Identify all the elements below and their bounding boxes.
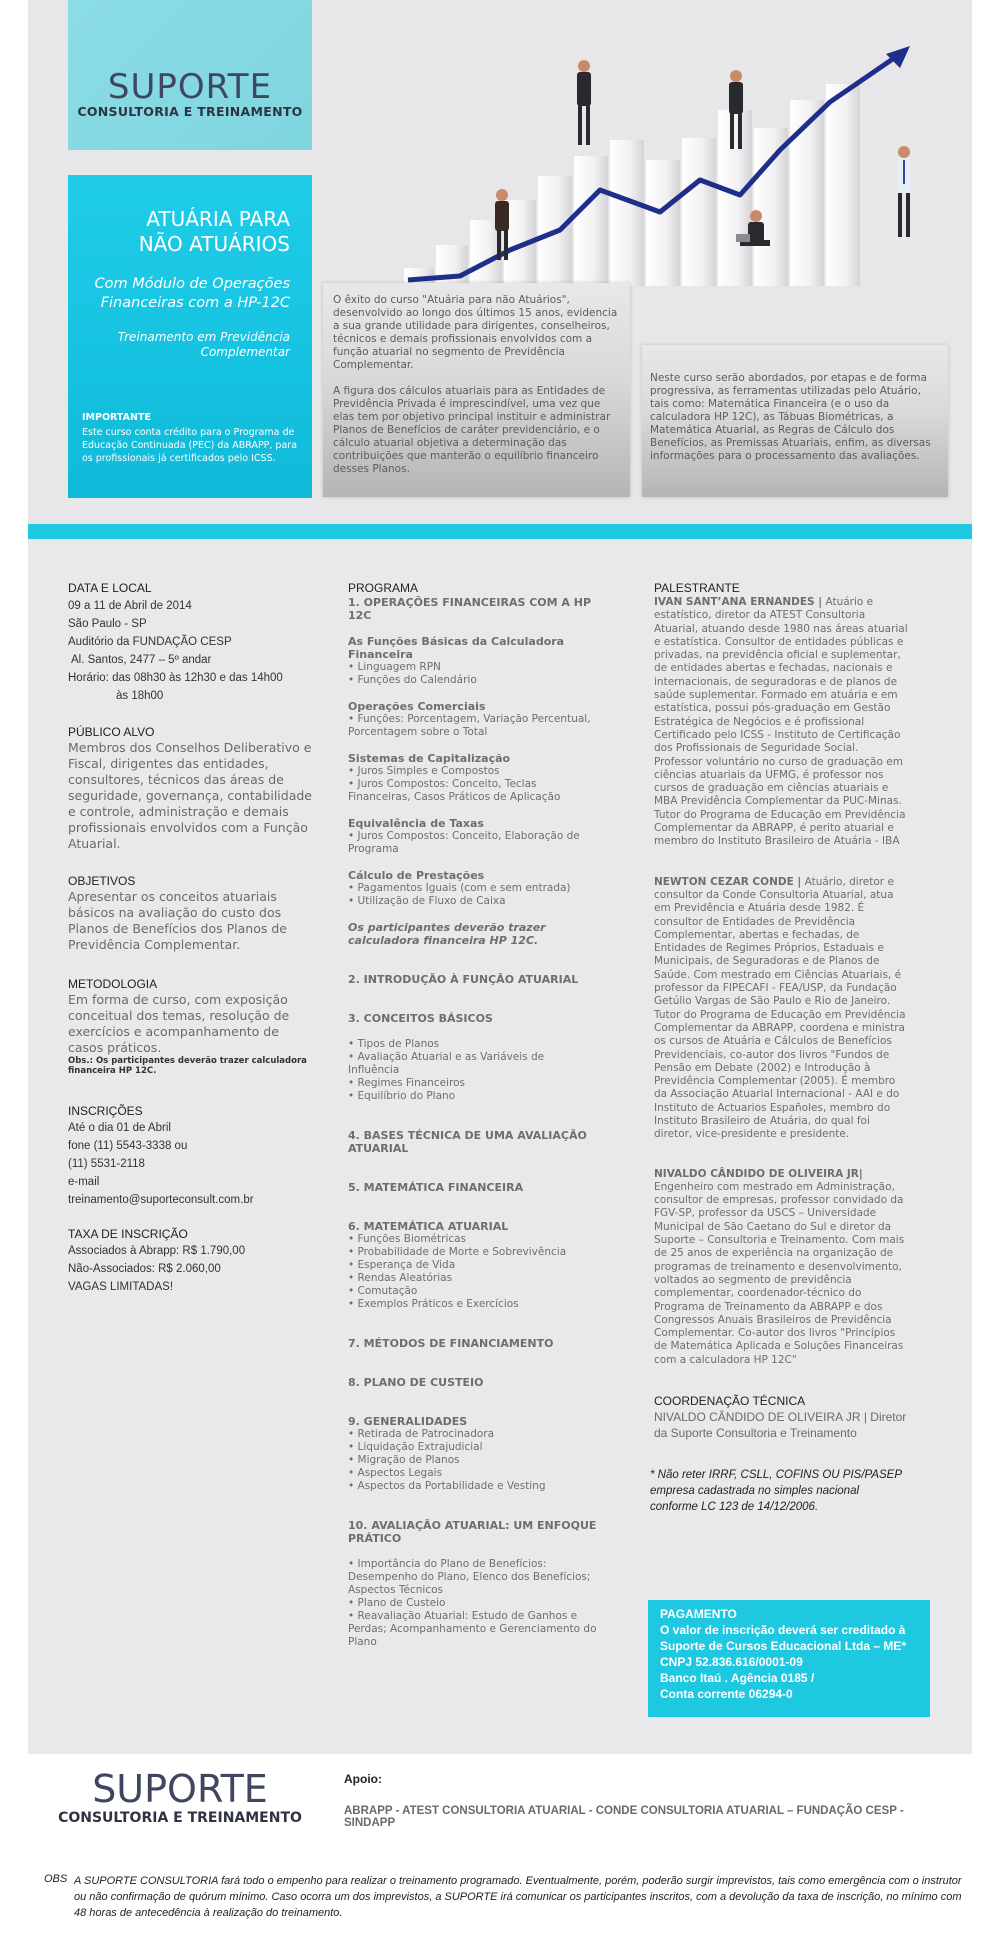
inscricoes-phone-1: fone (11) 5543-3338 ou <box>68 1140 188 1152</box>
module-10-item: • Reavaliação Atuarial: Estudo de Ganhos e Perdas; Acompanhamento e Gerenciamento do Plano <box>348 1610 597 1648</box>
apoio-sponsors: ABRAPP - ATEST CONSULTORIA ATUARIAL - CONDE CONSULTORIA ATUARIAL – FUNDAÇÃO CESP - SINDAPP <box>344 1805 904 1829</box>
data-local-block <box>68 597 318 705</box>
intro-paragraph-2: A figura dos cálculos atuariais para as Entidades de Previdência Privada é imprescindível, uma vez que elas tem por objetivo principal instituir e administrar Planos de Benefícios de caráter previdenciário, e o cálculo atuarial objetiva a determinação das contribuições que manterão o equilíbrio financeiro desses Planos. <box>333 385 611 475</box>
important-label: IMPORTANTE <box>82 412 151 423</box>
footer-logo-tagline: CONSULTORIA E TREINAMENTO <box>58 1810 302 1826</box>
metodologia-obs: Obs.: Os participantes deverão trazer calculadora financeira HP 12C. <box>68 1056 307 1076</box>
module-3-item: • Tipos de Planos <box>348 1038 440 1050</box>
logo-tagline: CONSULTORIA E TREINAMENTO <box>77 104 303 119</box>
course-subtitle-line1: Com Módulo de Operações <box>94 276 290 292</box>
module-3-title: 3. CONCEITOS BÁSICOS <box>348 1012 493 1025</box>
programa-column <box>348 581 598 1649</box>
inscricoes-phone-2: (11) 5531-2118 <box>68 1158 145 1170</box>
speaker-1-name: IVAN SANT’ANA ERNANDES | <box>654 596 823 608</box>
section-divider <box>28 524 972 539</box>
module-1-note: Os participantes deverão trazer calculadora financeira HP 12C. <box>348 921 546 947</box>
module-1-item: • Juros Compostos: Conceito, Teclas Financeiras, Casos Práticos de Aplicação <box>348 778 561 803</box>
module-1-item: • Linguagem RPN <box>348 661 441 673</box>
pagamento-bank: Banco Itaú . Agência 0185 / <box>660 1671 815 1685</box>
module-1-item: • Funções do Calendário <box>348 674 477 686</box>
module-6-title: 6. MATEMÁTICA ATUARIAL <box>348 1220 509 1233</box>
speaker-3-text: Engenheiro com mestrado em Administração, consultor de empresas, professor convidado da FGV-SP, professor da USCS – Universidade Municipal de São Caetano do Sul e diretor da Suporte – Consultoria e Treinamento. Com mais de 25 anos de experiência na organização de programas de treinamento e desenvolvimento, voltados ao segmento de previdência complementar, coordenador-técnico do Programa de Treinamento da ABRAPP e dos Congressos Anuais Brasileiros de Previdência Complementar. Co-autor dos livros "Princípios de Matemática Aplicada e Soluções Financeiras com a calculadora HP 12C" <box>654 1180 905 1366</box>
event-hours: Horário: das 08h30 às 12h30 e das 14h00 <box>68 672 283 684</box>
metodologia-heading: METODOLOGIA <box>68 977 158 991</box>
module-2-title: 2. INTRODUÇÃO À FUNÇÃO ATUARIAL <box>348 973 579 986</box>
module-9-item: • Retirada de Patrocinadora <box>348 1428 495 1440</box>
module-1-title: 1. OPERAÇÕES FINANCEIRAS COM A HP 12C <box>348 596 592 622</box>
module-6-item: • Comutação <box>348 1285 418 1297</box>
module-7-title: 7. MÉTODOS DE FINANCIAMENTO <box>348 1337 554 1350</box>
tax-note: * Não reter IRRF, CSLL, COFINS OU PIS/PASEP empresa cadastrada no simples nacional conforme LC 123 de 14/12/2006. <box>650 1469 902 1514</box>
taxa-nao-associados: Não-Associados: R$ 2.060,00 <box>68 1263 221 1275</box>
course-title <box>80 207 290 257</box>
coordenacao-heading: COORDENAÇÃO TÉCNICA <box>654 1394 806 1409</box>
module-10-item: • Plano de Custeio <box>348 1597 446 1609</box>
module-10-item: • Importância do Plano de Benefícios: Desempenho do Plano, Elenco dos Benefícios; Aspectos Técnicos <box>348 1558 591 1596</box>
course-subtitle-secondary <box>90 330 290 360</box>
course-subtitle2-line2: Complementar <box>200 345 290 359</box>
module-5-title: 5. MATEMÁTICA FINANCEIRA <box>348 1181 524 1194</box>
intro-panel-text <box>333 294 621 489</box>
vagas-limitadas: VAGAS LIMITADAS! <box>68 1281 174 1293</box>
obs-label: OBS <box>44 1873 68 1885</box>
growth-arrow-head <box>886 46 910 68</box>
scope-panel <box>642 345 948 497</box>
speaker-2-bio <box>654 876 910 1142</box>
module-1-item: • Funções: Porcentagem, Variação Percentual, Porcentagem sobre o Total <box>348 713 591 738</box>
inscricoes-email-link[interactable]: treinamento@suporteconsult.com.br <box>68 1194 254 1206</box>
inscricoes-block <box>68 1119 318 1209</box>
event-address: Al. Santos, 2477 – 5º andar <box>71 654 212 666</box>
course-subtitle-line2: Financeiras com a HP-12C <box>100 295 290 311</box>
module-1-item: • Juros Simples e Compostos <box>348 765 500 777</box>
speaker-1-text: Atuário e estatístico, diretor da ATEST Consultoria Atuarial, atuando desde 1980 nas áreas atuarial e estatística. Consultor de entidades públicas e privadas, na previdência oficial e suplementar, de entidades abertas e fechadas, nacionais e internacionais, de seguradoras e de planos de saúde suplementar. Formado em atuária e em estatística, possui pós-graduação em Gestão Estratégica de Negócios e é profissional Certificado pelo ICSS - Instituto de Certificação dos Profissionais de Seguridade Social. Professor voluntário no curso de graduação em ciências atuariais da UFMG, é professor nos cursos de graduação em ciências atuariais e MBA Previdência Complementar da PUC-Minas. Tutor do Programa de Educação em Previdência Complementar da ABRAPP, é perito atuarial e membro do Instituto Brasileiro de Atuária - IBA <box>654 596 908 848</box>
module-9-item: • Aspectos da Portabilidade e Vesting <box>348 1480 546 1492</box>
module-1-item: • Utilização de Fluxo de Caixa <box>348 895 506 907</box>
module-1-sub-4: Equivalência de Taxas <box>348 817 484 830</box>
speaker-2-name: NEWTON CEZAR CONDE | <box>654 875 802 888</box>
inscricoes-email-label: e-mail <box>68 1176 100 1188</box>
objetivos-text: Apresentar os conceitos atuariais básicos na avaliação do custo dos Planos de Benefícios dos Planos de Previdência Complementar. <box>68 889 287 952</box>
important-text: Este curso conta crédito para o Programa de Educação Continuada (PEC) da ABRAPP, para os profissionais já certificados pelo ICSS. <box>82 427 298 464</box>
logo-wordmark: SUPORTE <box>107 67 273 107</box>
event-city: São Paulo - SP <box>68 618 147 630</box>
pagamento-instructions: O valor de inscrição deverá ser creditado à Suporte de Cursos Educacional Ltda – ME* <box>660 1623 907 1653</box>
course-subtitle2-line1: Treinamento em Previdência <box>117 330 290 344</box>
module-9-title: 9. GENERALIDADES <box>348 1415 468 1428</box>
header-logo <box>68 0 312 150</box>
course-subtitle <box>70 275 290 313</box>
taxa-heading: TAXA DE INSCRIÇÃO <box>68 1227 188 1241</box>
module-1-sub-3: Sistemas de Capitalização <box>348 752 511 765</box>
data-local-heading: DATA E LOCAL <box>68 581 152 595</box>
speaker-3-name: NIVALDO CÂNDIDO DE OLIVEIRA JR| <box>654 1167 863 1180</box>
obs-text: A SUPORTE CONSULTORIA fará todo o empenho para realizar o treinamento programado. Eventualmente, porém, poderão surgir imprevistos, tais como emergência com o instrutor ou não confirmação de quórum mínimo. Caso ocorra um dos imprevistos, a SUPORTE irá comunicar os participantes inscritos, com a devolução da taxa de inscrição, no mínimo com 48 horas de antecedência à realização do treinamento. <box>74 1875 962 1919</box>
module-1-item: • Juros Compostos: Conceito, Elaboração de Programa <box>348 830 580 855</box>
course-title-box <box>68 175 312 498</box>
bar-steps <box>404 84 860 286</box>
programa-heading: PROGRAMA <box>348 581 419 595</box>
objetivos-heading: OBJETIVOS <box>68 874 136 888</box>
module-3-item: • Equilíbrio do Plano <box>348 1090 456 1102</box>
metodologia-text: Em forma de curso, com exposição conceitual dos temas, resolução de exercícios e acompanhamento de casos práticos. <box>68 992 290 1055</box>
pagamento-box <box>648 1600 930 1717</box>
pagamento-account: Conta corrente 06294-0 <box>660 1687 793 1701</box>
pagamento-heading: PAGAMENTO <box>660 1607 737 1621</box>
pagamento-text <box>660 1606 924 1702</box>
course-title-line1: ATUÁRIA PARA <box>146 207 290 231</box>
publico-text: Membros dos Conselhos Deliberativo e Fiscal, dirigentes das entidades, consultores, técnicos das áreas de seguridade, governança, contabilidade e controle, administração e demais profissionais envolvidos com a Função Atuarial. <box>68 740 312 851</box>
module-1-sub-1: As Funções Básicas da Calculadora Financeira <box>348 635 565 661</box>
module-9-item: • Liquidação Extrajudicial <box>348 1441 483 1453</box>
info-column <box>68 581 318 1296</box>
growth-chart-illustration <box>400 40 960 310</box>
module-9-item: • Migração de Planos <box>348 1454 460 1466</box>
module-6-item: • Funções Biométricas <box>348 1233 467 1245</box>
module-3-item: • Regimes Financeiros <box>348 1077 465 1089</box>
intro-paragraph-1: O êxito do curso "Atuária para não Atuários", desenvolvido ao longo dos últimos 15 anos, evidencia a sua grande utilidade para dirigentes, conselheiros, técnicos e demais profissionais envolvidos com a função atuarial no segmento de Previdência Complementar. <box>333 294 618 371</box>
module-9-item: • Aspectos Legais <box>348 1467 443 1479</box>
module-1-sub-2: Operações Comerciais <box>348 700 486 713</box>
palestrante-column <box>650 581 910 1515</box>
intro-panel <box>323 283 630 497</box>
speaker-3-bio <box>654 1168 910 1367</box>
module-4-title: 4. BASES TÉCNICA DE UMA AVALIAÇÃO ATUARIAL <box>348 1129 587 1155</box>
taxa-block <box>68 1242 318 1296</box>
event-hours-end: às 18h00 <box>116 690 164 702</box>
module-1-item: • Pagamentos Iguais (com e sem entrada) <box>348 882 571 894</box>
module-6-item: • Esperança de Vida <box>348 1259 456 1271</box>
inscricoes-deadline: Até o dia 01 de Abril <box>68 1122 171 1134</box>
event-venue: Auditório da FUNDAÇÃO CESP <box>68 636 232 648</box>
module-8-title: 8. PLANO DE CUSTEIO <box>348 1376 484 1389</box>
inscricoes-heading: INSCRIÇÕES <box>68 1104 143 1118</box>
footer-logo-wordmark: SUPORTE <box>92 1767 268 1811</box>
taxa-associados: Associados à Abrapp: R$ 1.790,00 <box>68 1245 246 1257</box>
module-6-item: • Exemplos Práticos e Exercícios <box>348 1298 519 1310</box>
publico-heading: PÚBLICO ALVO <box>68 725 155 739</box>
module-3-item: • Avaliação Atuarial e as Variáveis de Influência <box>348 1051 545 1076</box>
speaker-2-text: Atuário, diretor e consultor da Conde Consultoria Atuarial, atua em Previdência e Atuária desde 1982. É consultor de Entidades de Previdência Complementar, abertas e fechadas, de Entidades de Regimes Próprios, Estaduais e Municipais, de Seguradoras e de Planos de Saúde. Com mestrado em Ciências Atuariais, é professor da FIPECAFI - FEA/USP, da Fundação Getúlio Vargas de São Paulo e Rio de Janeiro. Tutor do Programa de Educação em Previdência Complementar da ABRAPP, coordena e ministra os cursos de Atuária e Cálculos de Benefícios Previdenciais, co-autor dos livros "Fundos de Pensão em Debate (2002) e Introdução à Previdência Complementar (2005). É membro da Associação Atuarial Internacional - AAI e do Instituto de Actuarios Españoles, membro do Instituto Brasileiro de Atuária, do qual foi diretor, vice-presidente e presidente. <box>654 875 906 1141</box>
module-1-sub-5: Cálculo de Prestações <box>348 869 485 882</box>
pagamento-cnpj: CNPJ 52.836.616/0001-09 <box>660 1655 803 1669</box>
palestrante-heading: PALESTRANTE <box>654 581 740 595</box>
scope-panel-text: Neste curso serão abordados, por etapas e de forma progressiva, as ferramentas utilizadas pelo Atuário, tais como: Matemática Financeira (e o uso da calculadora HP 12C), as Tábuas Biométricas, a Matemática Atuarial, as Regras de Cálculo dos Benefícios, as Premissas Atuariais, enfim, as diversas informações para o processamento das avaliações. <box>650 372 931 462</box>
apoio-label: Apoio: <box>344 1772 382 1786</box>
course-title-line2: NÃO ATUÁRIOS <box>138 232 290 256</box>
module-10-title: 10. AVALIAÇÃO ATUARIAL: UM ENFOQUE PRÁTICO <box>348 1519 597 1545</box>
event-date: 09 a 11 de Abril de 2014 <box>68 600 192 612</box>
speaker-1-bio <box>654 596 910 849</box>
coordenacao-text: NIVALDO CÂNDIDO DE OLIVEIRA JR | Diretor da Suporte Consultoria e Treinamento <box>654 1410 907 1441</box>
module-6-item: • Probabilidade de Morte e Sobrevivência <box>348 1246 567 1258</box>
module-6-item: • Rendas Aleatórias <box>348 1272 453 1284</box>
